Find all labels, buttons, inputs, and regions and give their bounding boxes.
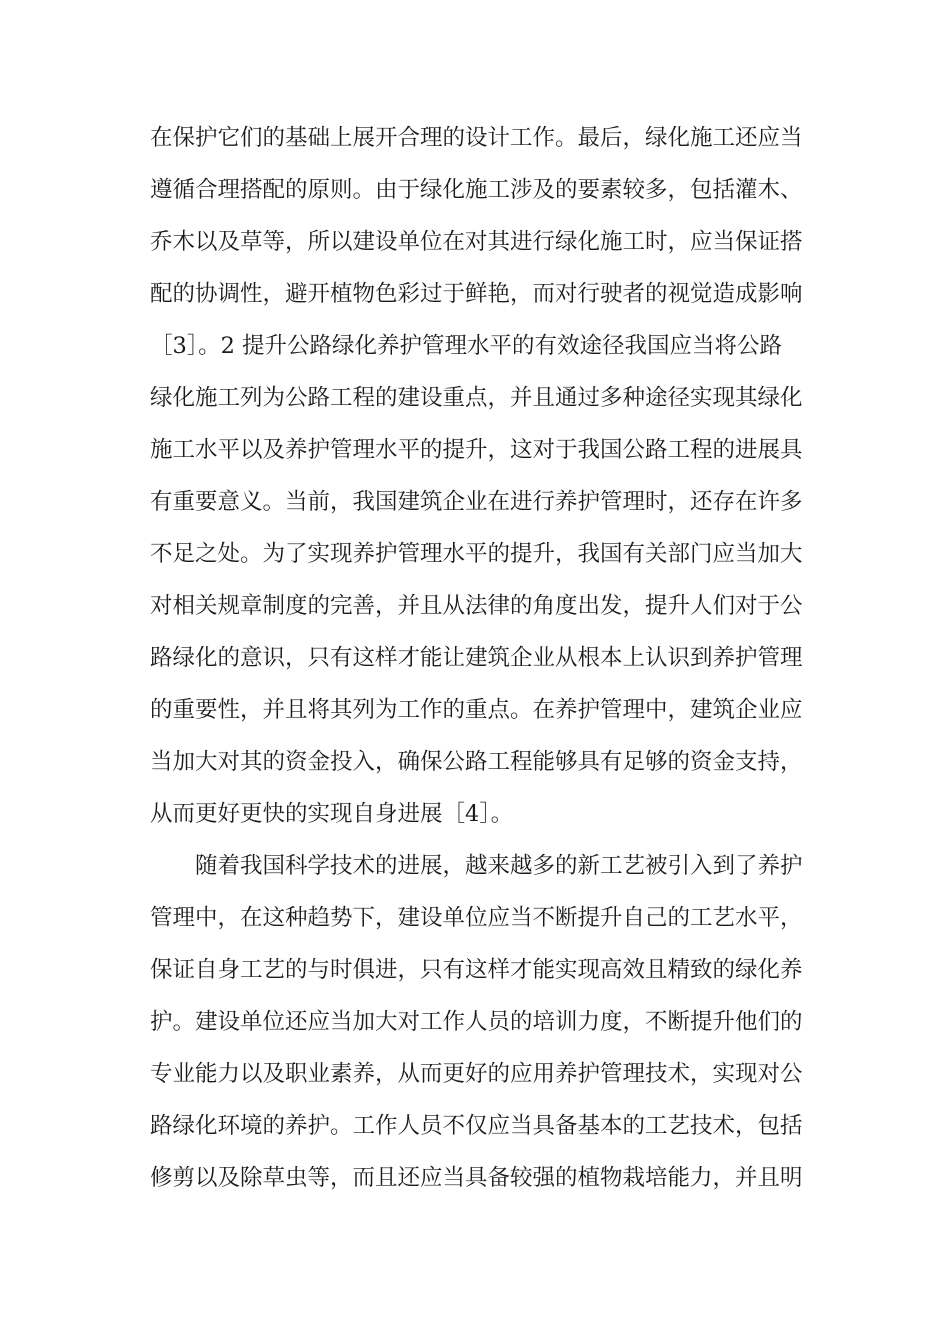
text-line: 遵循合理搭配的原则。由于绿化施工涉及的要素较多，包括灌木、 [150,177,803,203]
text-line: 对相关规章制度的完善，并且从法律的角度出发，提升人们对于公 [150,593,803,619]
text-line: 乔木以及草等，所以建设单位在对其进行绿化施工时，应当保证搭 [150,229,803,255]
text-line: 施工水平以及养护管理水平的提升，这对于我国公路工程的进展具 [150,437,803,463]
text-line: 路绿化的意识，只有这样才能让建筑企业从根本上认识到养护管理 [150,645,803,671]
text-line: 管理中，在这种趋势下，建设单位应当不断提升自己的工艺水平， [150,905,803,931]
text-line: ［3］。2 提升公路绿化养护管理水平的有效途径我国应当将公路 [150,333,783,359]
text-line: 护。建设单位还应当加大对工作人员的培训力度，不断提升他们的 [150,1009,803,1035]
text-line: 保证自身工艺的与时俱进，只有这样才能实现高效且精致的绿化养 [150,957,803,983]
text-line: 在保护它们的基础上展开合理的设计工作。最后，绿化施工还应当 [150,125,803,151]
text-line: 修剪以及除草虫等，而且还应当具备较强的植物栽培能力，并且明 [150,1165,803,1191]
paragraph-first-line: 随着我国科学技术的进展，越来越多的新工艺被引入到了养护 [195,853,803,879]
text-line: 配的协调性，避开植物色彩过于鲜艳，而对行驶者的视觉造成影响 [150,281,803,307]
text-line: 绿化施工列为公路工程的建设重点，并且通过多种途径实现其绿化 [150,385,803,411]
text-line: 路绿化环境的养护。工作人员不仅应当具备基本的工艺技术，包括 [150,1113,803,1139]
text-line: 从而更好更快的实现自身进展［4］。 [150,801,514,827]
text-line: 专业能力以及职业素养，从而更好的应用养护管理技术，实现对公 [150,1061,803,1087]
text-line: 有重要意义。当前，我国建筑企业在进行养护管理时，还存在许多 [150,489,803,515]
text-line: 当加大对其的资金投入，确保公路工程能够具有足够的资金支持， [150,749,803,775]
text-line: 的重要性，并且将其列为工作的重点。在养护管理中，建筑企业应 [150,697,803,723]
text-line: 不足之处。为了实现养护管理水平的提升，我国有关部门应当加大 [150,541,803,567]
